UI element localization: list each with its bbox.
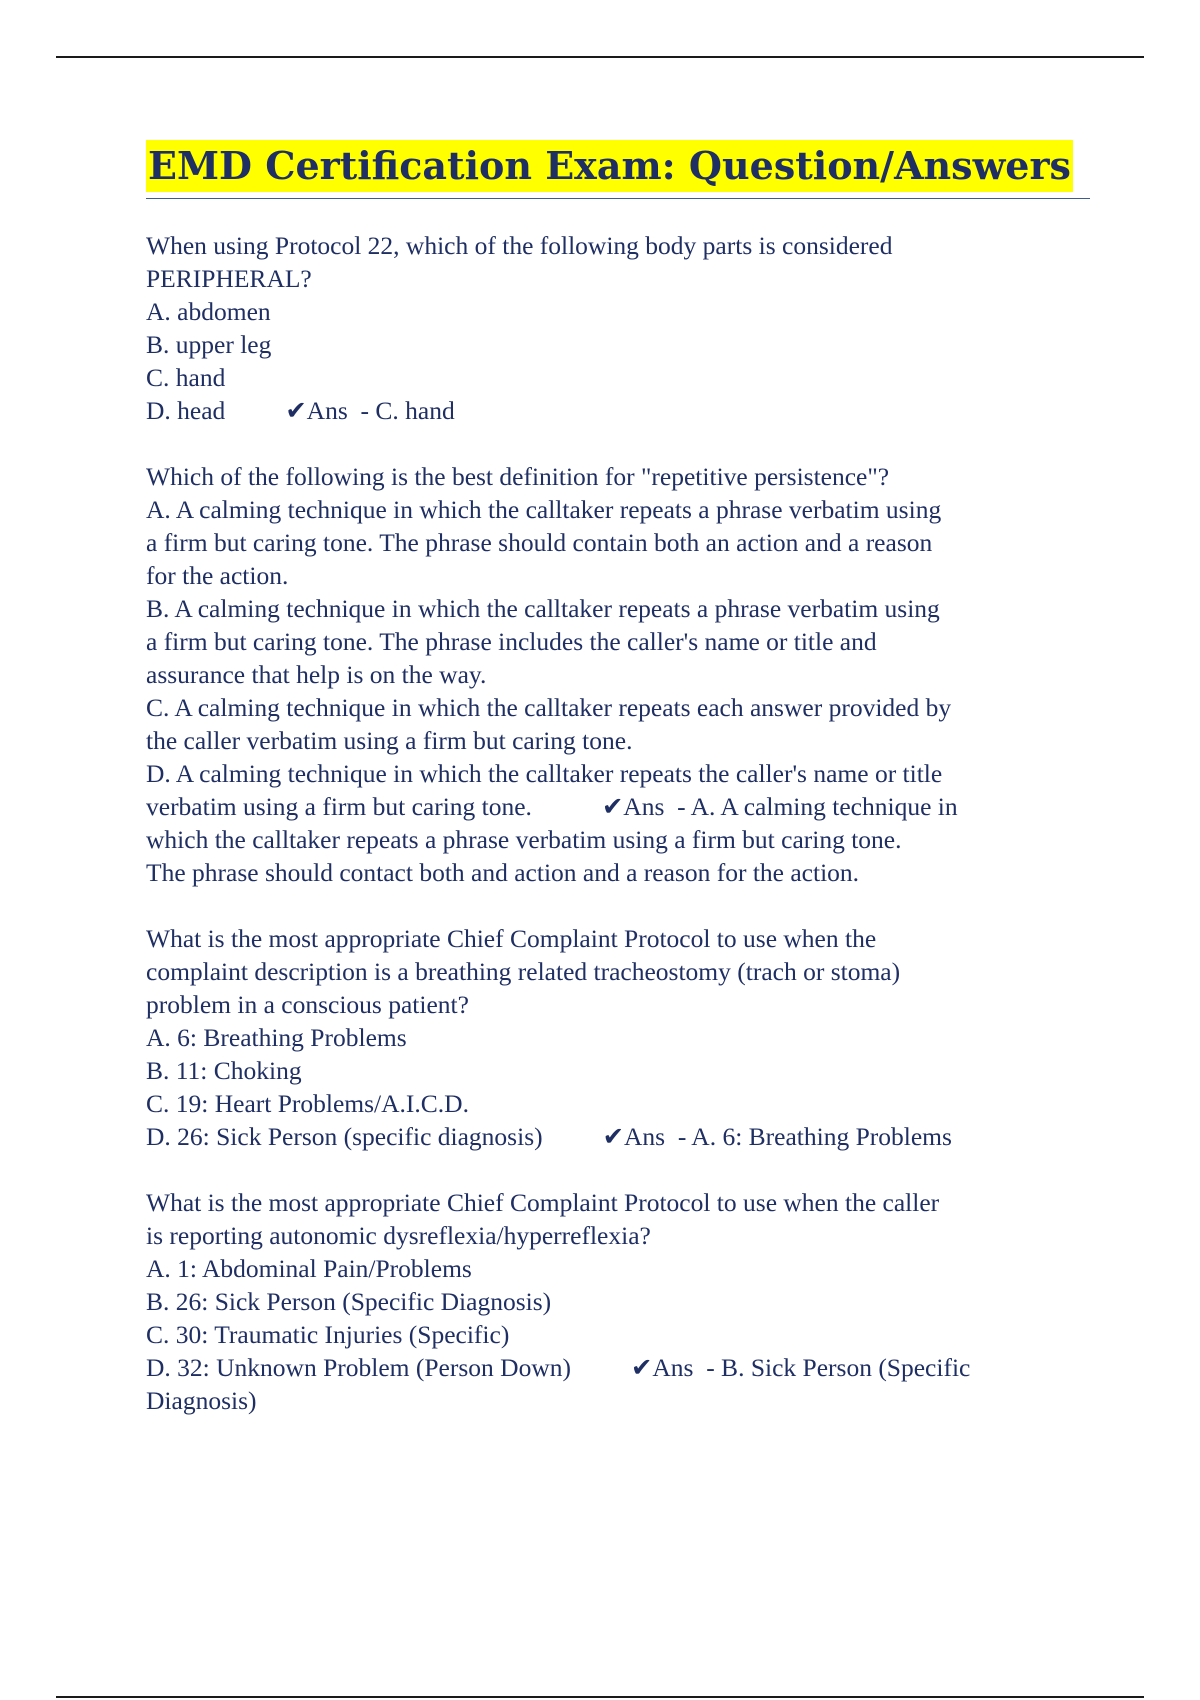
question-stem-line: What is the most appropriate Chief Complaint Protocol to use when the [146, 924, 877, 953]
answer-option: A. 6: Breathing Problems [146, 1023, 407, 1052]
correct-answer-continuation: which the calltaker repeats a phrase verbatim using a firm but caring tone. [146, 825, 902, 854]
correct-answer: ✔Ans - A. A calming technique in [601, 792, 958, 821]
question-text-line: a firm but caring tone. The phrase includes the caller's name or title and [146, 627, 877, 656]
question-stem-line: complaint description is a breathing related tracheostomy (trach or stoma) [146, 957, 901, 986]
correct-answer: ✔Ans - A. 6: Breathing Problems [602, 1122, 952, 1151]
answer-option: D. 32: Unknown Problem (Person Down) [146, 1353, 571, 1382]
document-page [146, 140, 1090, 1450]
answer-option: C. hand [146, 363, 226, 392]
answer-line [146, 1120, 1090, 1153]
question-text-line: D. A calming technique in which the calltaker repeats the caller's name or title [146, 759, 943, 788]
question-text-fragment: verbatim using a firm but caring tone. [146, 792, 532, 821]
answer-option: D. head [146, 396, 226, 425]
document-title: EMD Certification Exam: Question/Answers [146, 140, 1073, 192]
question-text-line: A. A calming technique in which the calltaker repeats a phrase verbatim using [146, 495, 942, 524]
correct-answer-continuation: Diagnosis) [146, 1386, 257, 1415]
question-text-line: assurance that help is on the way. [146, 660, 487, 689]
correct-answer: ✔Ans - B. Sick Person (Specific [630, 1353, 971, 1382]
question-text-line: B. A calming technique in which the calltaker repeats a phrase verbatim using [146, 594, 940, 623]
question-text-line: for the action. [146, 561, 289, 590]
answer-option: B. 26: Sick Person (Specific Diagnosis) [146, 1287, 552, 1316]
answer-line [146, 394, 1090, 427]
question-4 [146, 1186, 1090, 1417]
answer-option: B. 11: Choking [146, 1056, 302, 1085]
bottom-rule [56, 1696, 1144, 1698]
top-rule [56, 56, 1144, 58]
question-stem-line: is reporting autonomic dysreflexia/hyperreflexia? [146, 1221, 651, 1250]
question-text-line: a firm but caring tone. The phrase should contain both an action and a reason [146, 528, 933, 557]
question-stem-line: problem in a conscious patient? [146, 990, 469, 1019]
question-3 [146, 922, 1090, 1153]
correct-answer: ✔Ans - C. hand [285, 396, 455, 425]
title-section [146, 140, 1090, 199]
question-text-line: C. A calming technique in which the calltaker repeats each answer provided by [146, 693, 952, 722]
answer-line [146, 1351, 1090, 1384]
question-text-line: Which of the following is the best definition for "repetitive persistence"? [146, 462, 890, 491]
question-stem-line: What is the most appropriate Chief Complaint Protocol to use when the caller [146, 1188, 940, 1217]
question-stem-line: PERIPHERAL? [146, 264, 312, 293]
answer-option: A. 1: Abdominal Pain/Problems [146, 1254, 472, 1283]
answer-option: A. abdomen [146, 297, 271, 326]
answer-option: B. upper leg [146, 330, 272, 359]
answer-option: D. 26: Sick Person (specific diagnosis) [146, 1122, 543, 1151]
answer-line [146, 790, 1090, 823]
answer-option: C. 19: Heart Problems/A.I.C.D. [146, 1089, 469, 1118]
question-stem-line: When using Protocol 22, which of the following body parts is considered [146, 231, 893, 260]
question-text-line: the caller verbatim using a firm but caring tone. [146, 726, 633, 755]
correct-answer-continuation: The phrase should contact both and action and a reason for the action. [146, 858, 860, 887]
answer-option: C. 30: Traumatic Injuries (Specific) [146, 1320, 510, 1349]
question-1 [146, 229, 1090, 427]
question-2 [146, 460, 1090, 889]
